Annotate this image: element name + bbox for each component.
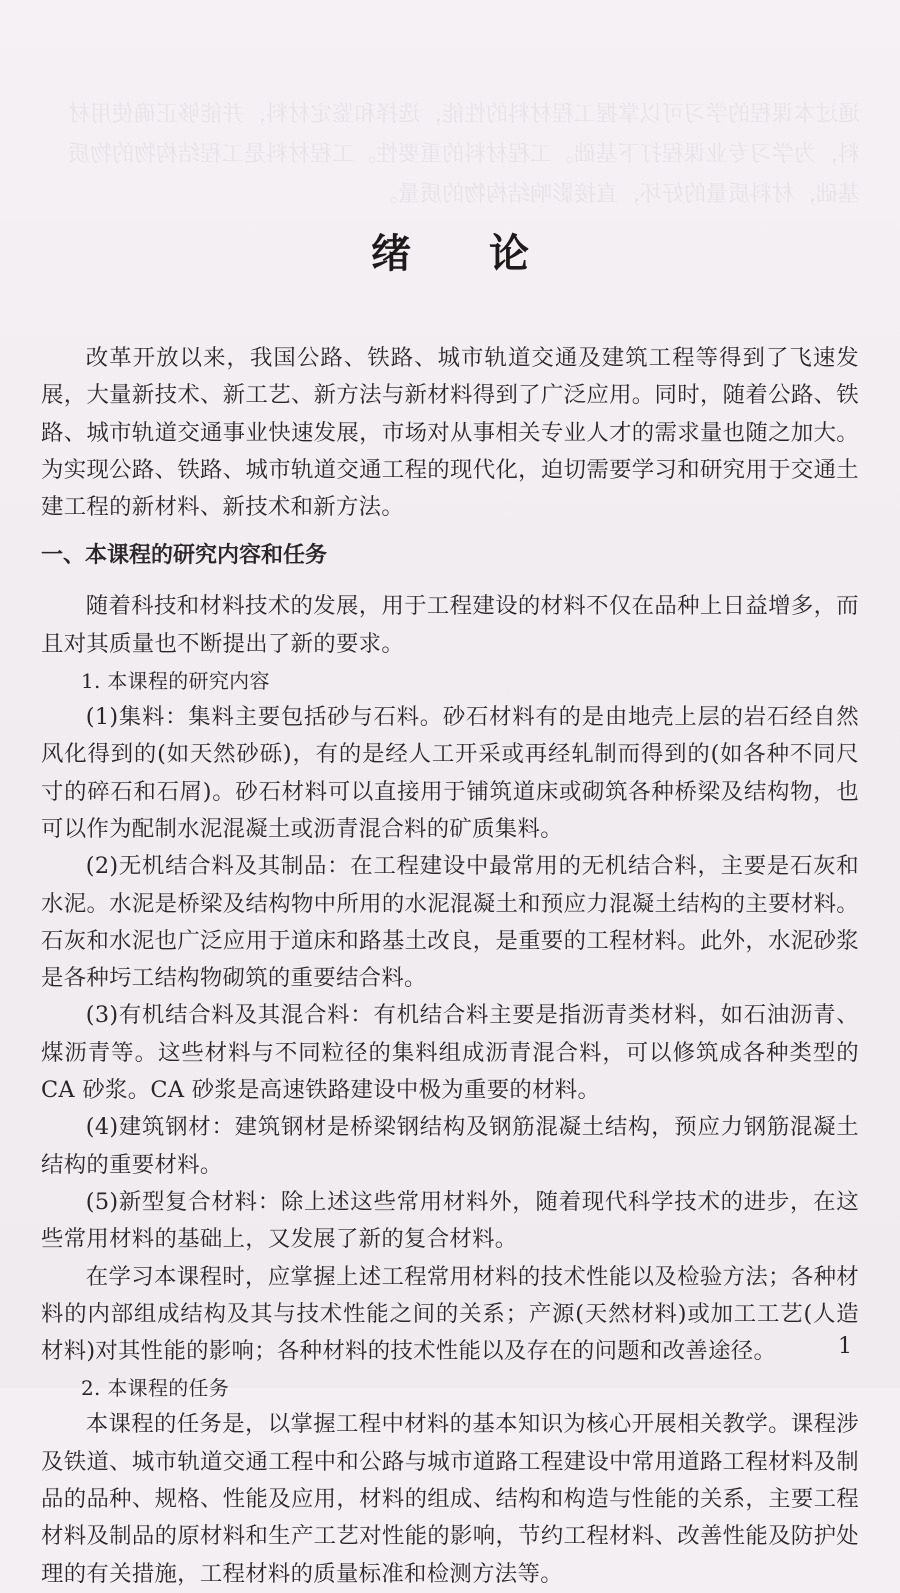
- section-heading: 一、本课程的研究内容和任务: [41, 543, 328, 569]
- item-aggregate: (1)集料：集料主要包括砂与石料。砂石材料有的是由地壳上层的岩石经自然风化得到的(如天然砂砾)，有的是经人工开采或再经轧制而得到的(如各种不同尺寸的碎石和石屑)。砂石材料可以直接用于铺筑道床或砌筑各种桥梁及结构物，也可以作为配制水泥混凝土或沥青混合料的矿质集料。: [41, 704, 859, 842]
- page-content: [41, 340, 859, 1593]
- subsection-heading-tasks: 2. 本课程的任务: [81, 1376, 230, 1401]
- tasks-paragraph: 本课程的任务是，以掌握工程中材料的基本知识为核心开展相关教学。课程涉及铁道、城市轨道交通工程中和公路与城市道路工程建设中常用道路工程材料及制品的品种、规格、性能及应用，材料的组成、结构和构造与性能的关系，主要工程材料及制品的原材料和生产工艺对性能的影响，节约工程材料、改善性能及防护处理的有关措施，工程材料的质量标准和检测方法等。: [41, 1411, 859, 1587]
- chapter-title-char-2: 论: [489, 231, 529, 277]
- page-number: 1: [838, 1334, 852, 1359]
- chapter-title: [0, 222, 900, 279]
- chapter-title-char-1: 绪: [371, 231, 411, 277]
- bleed-through-text: 通过本课程的学习可以掌握工程材料的性能，选择和鉴定材料，并能够正确使用材料，为学习专业课程打下基础。工程材料的重要性。工程材料是工程结构物的物质基础，材料质量的好坏，直接影响结构物的质量。: [67, 102, 860, 207]
- item-organic-binder: (3)有机结合料及其混合料：有机结合料主要是指沥青类材料，如石油沥青、煤沥青等。这些材料与不同粒径的集料组成沥青混合料，可以修筑成各种类型的 CA 砂浆。CA 砂浆是高速铁路建设中极为重要的材料。: [41, 1002, 859, 1104]
- intro-paragraph: 改革开放以来，我国公路、铁路、城市轨道交通及建筑工程等得到了飞速发展，大量新技术、新工艺、新方法与新材料得到了广泛应用。同时，随着公路、铁路、城市轨道交通事业快速发展，市场对从事相关专业人才的需求量也随之加大。为实现公路、铁路、城市轨道交通工程的现代化，迫切需要学习和研究用于交通土建工程的新材料、新技术和新方法。: [41, 345, 859, 521]
- item-inorganic-binder: (2)无机结合料及其制品：在工程建设中最常用的无机结合料，主要是石灰和水泥。水泥是桥梁及结构物中所用的水泥混凝土和预应力混凝土结构的主要材料。石灰和水泥也广泛应用于道床和路基土改良，是重要的工程材料。此外，水泥砂浆是各种圬工结构物砌筑的重要结合料。: [41, 853, 859, 992]
- item-steel: (4)建筑钢材：建筑钢材是桥梁钢结构及钢筋混凝土结构，预应力钢筋混凝土结构的重要材料。: [41, 1114, 859, 1178]
- subsection-heading-content: 1. 本课程的研究内容: [81, 669, 270, 694]
- study-summary-paragraph: 在学习本课程时，应掌握上述工程常用材料的技术性能以及检验方法；各种材料的内部组成结构及其与技术性能之间的关系；产源(天然材料)或加工工艺(人造材料)对其性能的影响；各种材料的技术性能以及存在的问题和改善途径。: [41, 1263, 859, 1365]
- section-intro-paragraph: 随着科技和材料技术的发展，用于工程建设的材料不仅在品种上日益增多，而且对其质量也不断提出了新的要求。: [41, 593, 859, 657]
- item-composite: (5)新型复合材料：除上述这些常用材料外，随着现代科学技术的进步，在这些常用材料的基础上，又发展了新的复合材料。: [41, 1188, 859, 1253]
